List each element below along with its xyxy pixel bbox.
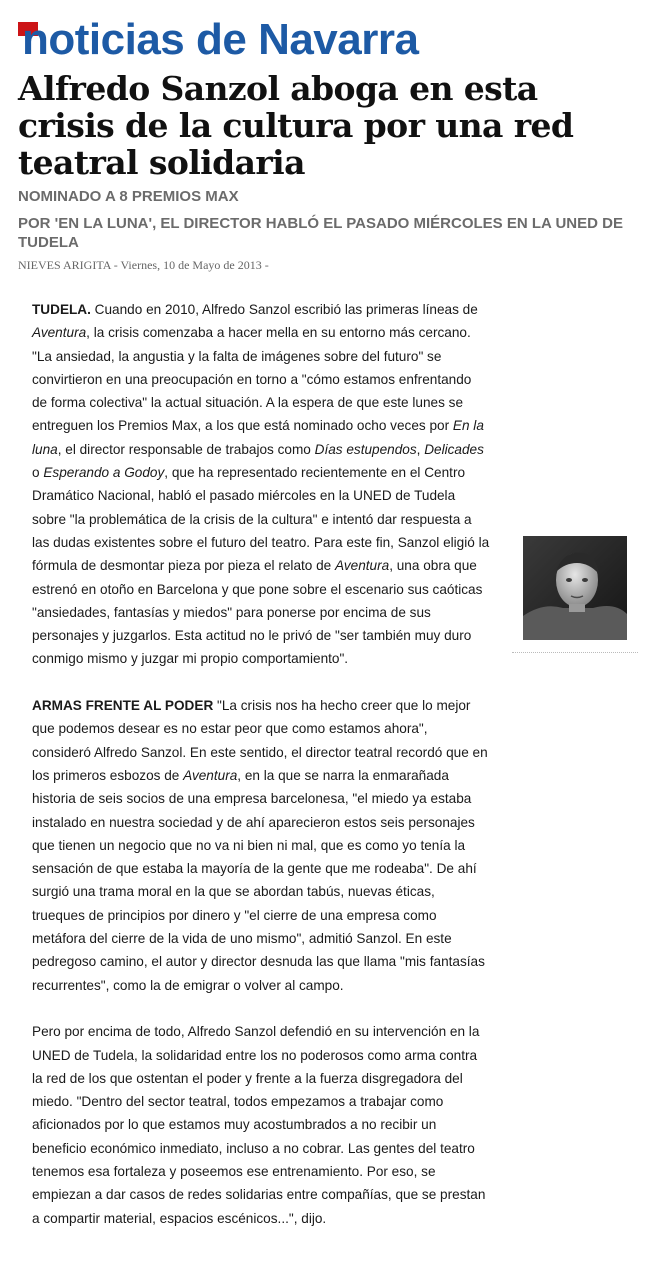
text-run: , la crisis comenzaba a hacer mella en su entorno más cercano. "La ansiedad, la angustia y la falta de imágenes sobre del futuro" se convirtieron en una preocupación en torno a "cómo estamos enfrentando de forma colectiva" la actual situación. A la espera de que este lunes se entreguen los Premios Max, a los que está nominado ocho veces por: [32, 325, 472, 434]
text-run: o: [32, 465, 44, 481]
author-photo[interactable]: [523, 536, 627, 640]
paragraph-lead: TUDELA.: [32, 302, 91, 317]
article-byline: NIEVES ARIGITA - Viernes, 10 de Mayo de 2013 -: [18, 258, 269, 272]
article-kicker-1: NOMINADO A 8 PREMIOS MAX: [18, 188, 239, 205]
text-run: , una obra que estrenó en otoño en Barcelona y que pone sobre el escenario sus caóticas "ansiedades, fantasías y miedos" para ponerse por encima de sus personajes y juzgarlos. Esta actitud no le privó de "ser también muy duro conmigo mismo y juzgar mi propio comportamiento".: [32, 558, 483, 667]
masthead: [18, 15, 638, 66]
text-run: ,: [416, 441, 425, 457]
article-paragraph: [32, 1020, 490, 1230]
brand-logo[interactable]: noticias de Navarra: [22, 15, 419, 64]
text-run: Pero por encima de todo, Alfredo Sanzol defendió en su intervención en la UNED de Tudela, la solidaridad entre los no poderosos como arma contra la red de los que ostentan el poder y frente a la fuerza disgregadora del miedo. "Dentro del sector teatral, todos empezamos a trabajar como aficionados por lo que estamos muy acostumbrados a no recibir un beneficio económico inmediato, incluso a no cobrar. Las gentes del teatro tenemos esa fortaleza y poseemos ese entrenamiento. Por eso, se empiezan a dar casos de redes solidarias entre compañías, que se prestan a compartir material, espacios escénicos...", dijo.: [32, 1024, 486, 1226]
article-paragraph: [32, 694, 490, 997]
italic-title: Aventura: [32, 325, 87, 341]
article-paragraph: [32, 298, 490, 671]
italic-title: Días estupendos: [314, 441, 417, 457]
text-run: , en la que se narra la enmarañada historia de seis socios de una empresa barcelonesa, "el miedo ya estaba instalado en nuestra sociedad y de ahí aparecieron estos seis personajes que tienen un negocio que no va ni bien ni mal, que es como yo tenía la sensación de que estaba la mayoría de la gente que me rodeaba". De ahí surgió una trama moral en la que se abordan tabús, nuevas éticas, trueques de principios por dinero y "el cierre de una empresa como metáfora del cierre de la vida de uno mismo", admitió Sanzol. En este pedregoso camino, el autor y director desnuda las que llama "mis fantasías recurrentes", como la de emigrar o volver al campo.: [32, 767, 485, 993]
text-run: , el director responsable de trabajos como: [57, 441, 315, 457]
article-kicker-2: POR 'EN LA LUNA', EL DIRECTOR HABLÓ EL PASADO MIÉRCOLES EN LA UNED DE TUDELA: [18, 215, 623, 251]
portrait-image: [523, 536, 627, 640]
italic-title: Delicades: [424, 441, 484, 457]
text-run: , que ha representado recientemente en el Centro Dramático Nacional, habló el pasado miércoles en la UNED de Tudela sobre "la problemática de la crisis de la cultura" e intentó dar respuesta a las dudas existentes sobre el futuro del teatro. Para este fin, Sanzol eligió la fórmula de desmontar pieza por pieza el relato de: [32, 465, 490, 574]
italic-title: Esperando a Godoy: [43, 465, 165, 481]
article-body: [32, 298, 490, 1253]
text-run: Cuando en 2010, Alfredo Sanzol escribió las primeras líneas de: [90, 302, 478, 317]
italic-title: Aventura: [183, 767, 238, 783]
italic-title: En la luna: [32, 418, 484, 457]
paragraph-lead: ARMAS FRENTE AL PODER: [32, 698, 214, 714]
photo-divider: [512, 652, 638, 653]
article-headline: Alfredo Sanzol aboga en esta crisis de la cultura por una red teatral solidaria: [18, 69, 574, 182]
italic-title: Aventura: [335, 558, 390, 574]
text-run: "La crisis nos ha hecho creer que lo mejor que podemos desear es no estar peor que como estamos ahora", consideró Alfredo Sanzol. En este sentido, el director teatral recordó que en los primeros esbozos de: [32, 698, 488, 783]
